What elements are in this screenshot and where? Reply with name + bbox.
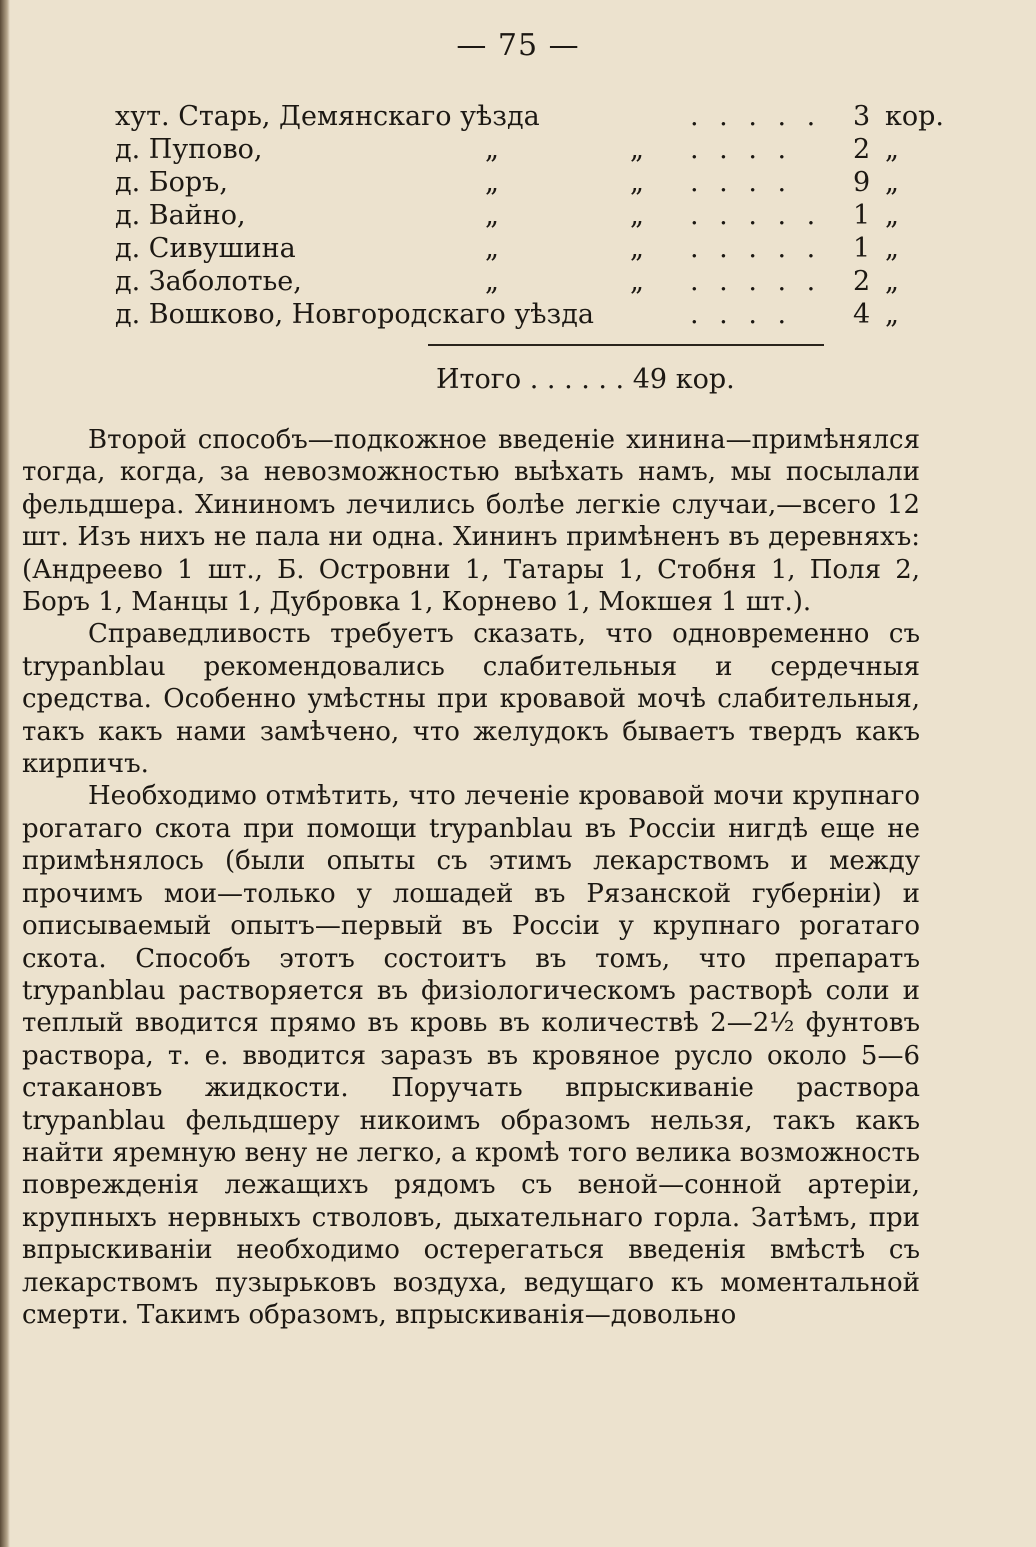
table-row [115, 298, 899, 331]
row-count: 9 [853, 167, 871, 198]
ditto-mark: „ [630, 134, 644, 165]
row-unit: „ [885, 134, 899, 165]
row-count: 1 [853, 200, 871, 231]
total-rule [428, 344, 824, 346]
row-name: д. Сивушина [115, 233, 296, 264]
row-name: д. Заболотье, [115, 266, 302, 297]
ditto-mark: „ [485, 200, 499, 231]
row-name: д. Пупово, [115, 134, 263, 165]
total-value: 49 [632, 364, 668, 395]
total-line [436, 364, 735, 395]
row-unit: „ [885, 266, 899, 297]
table-row [115, 232, 899, 265]
ditto-mark: „ [630, 233, 644, 264]
row-count: 2 [853, 266, 871, 297]
row-dots: . . . . . [690, 266, 822, 297]
row-dots: . . . . . [690, 101, 822, 132]
table-row [115, 199, 899, 232]
row-name: д. Вошково, Новгородскаго уѣзда [115, 299, 594, 330]
row-unit: „ [885, 200, 899, 231]
row-unit: „ [885, 167, 899, 198]
paragraph: Необходимо отмѣтить, что леченіе кровавой мочи крупнаго рогатаго скота при помощи trypanblau въ Россіи нигдѣ еще не примѣнялось (были опыты съ этимъ лекарствомъ и между прочимъ мои—только у лошадей въ Рязанской губерніи) и описываемый опытъ—первый въ Россіи у крупнаго рогатаго скота. Способъ этотъ состоитъ въ томъ, что препаратъ trypanblau растворяется въ физіологическомъ растворѣ соли и теплый вводится прямо въ кровь въ количествѣ 2—2½ фунтовъ раствора, т. е. вводится заразъ въ кровяное русло около 5—6 стакановъ жидкости. Поручать впрыскиваніе раствора trypanblau фельдшеру никоимъ образомъ нельзя, такъ какъ найти яремную вену не легко, а кромѣ того велика возможность поврежденія лежащихъ рядомъ съ веной—сонной артеріи, крупныхъ нервныхъ стволовъ, дыхательнаго горла. Затѣмъ, при впрыскиваніи необходимо остерегаться введенія вмѣстѣ съ лекарствомъ пузырьковъ воздуха, ведущаго къ моментальной смерти. Такимъ образомъ, впрыскиванія—довольно [22, 781, 920, 1330]
page-number: — 75 — [456, 28, 580, 63]
total-label: Итого [436, 364, 522, 395]
row-unit: „ [885, 299, 899, 330]
total-unit: кор. [675, 364, 735, 395]
row-count: 2 [853, 134, 871, 165]
row-dots: . . . . [690, 134, 793, 165]
ditto-mark: „ [630, 266, 644, 297]
row-name: д. Боръ, [115, 167, 228, 198]
row-name: д. Вайно, [115, 200, 246, 231]
table-row [115, 100, 944, 133]
ditto-mark: „ [630, 167, 644, 198]
total-dots: . . . . . . [529, 364, 625, 395]
row-count: 4 [853, 299, 871, 330]
page-binding-edge [0, 0, 10, 1547]
row-count: 3 [853, 101, 871, 132]
paragraph: Справедливость требуетъ сказать, что одновременно съ trypanblau рекомендовались слабительныя и сердечныя средства. Особенно умѣстны при кровавой мочѣ слабительныя, такъ какъ нами замѣчено, что желудокъ бываетъ твердъ какъ кирпичъ. [22, 619, 920, 780]
ditto-mark: „ [485, 134, 499, 165]
ditto-mark: „ [485, 167, 499, 198]
row-unit: „ [885, 233, 899, 264]
table-row [115, 265, 899, 298]
row-count: 1 [853, 233, 871, 264]
ditto-mark: „ [630, 200, 644, 231]
cases-table [115, 100, 944, 331]
row-dots: . . . . [690, 299, 793, 330]
table-row [115, 133, 899, 166]
body-text [22, 424, 920, 1331]
paragraph: Второй способъ—подкожное введеніе хинина—примѣнялся тогда, когда, за невозможностью выѣхать намъ, мы посылали фельдшера. Хининомъ лечились болѣе легкіе случаи,—всего 12 шт. Изъ нихъ не пала ни одна. Хининъ примѣненъ въ деревняхъ: (Андреево 1 шт., Б. Островни 1, Татары 1, Стобня 1, Поля 2, Боръ 1, Манцы 1, Дубровка 1, Корнево 1, Мокшея 1 шт.). [22, 425, 920, 618]
ditto-mark: „ [485, 233, 499, 264]
row-dots: . . . . . [690, 200, 822, 231]
row-unit: кор. [885, 101, 944, 132]
row-dots: . . . . [690, 167, 793, 198]
table-row [115, 166, 899, 199]
ditto-mark: „ [485, 266, 499, 297]
row-name: хут. Старь, Демянскаго уѣзда [115, 101, 540, 132]
row-dots: . . . . . [690, 233, 822, 264]
